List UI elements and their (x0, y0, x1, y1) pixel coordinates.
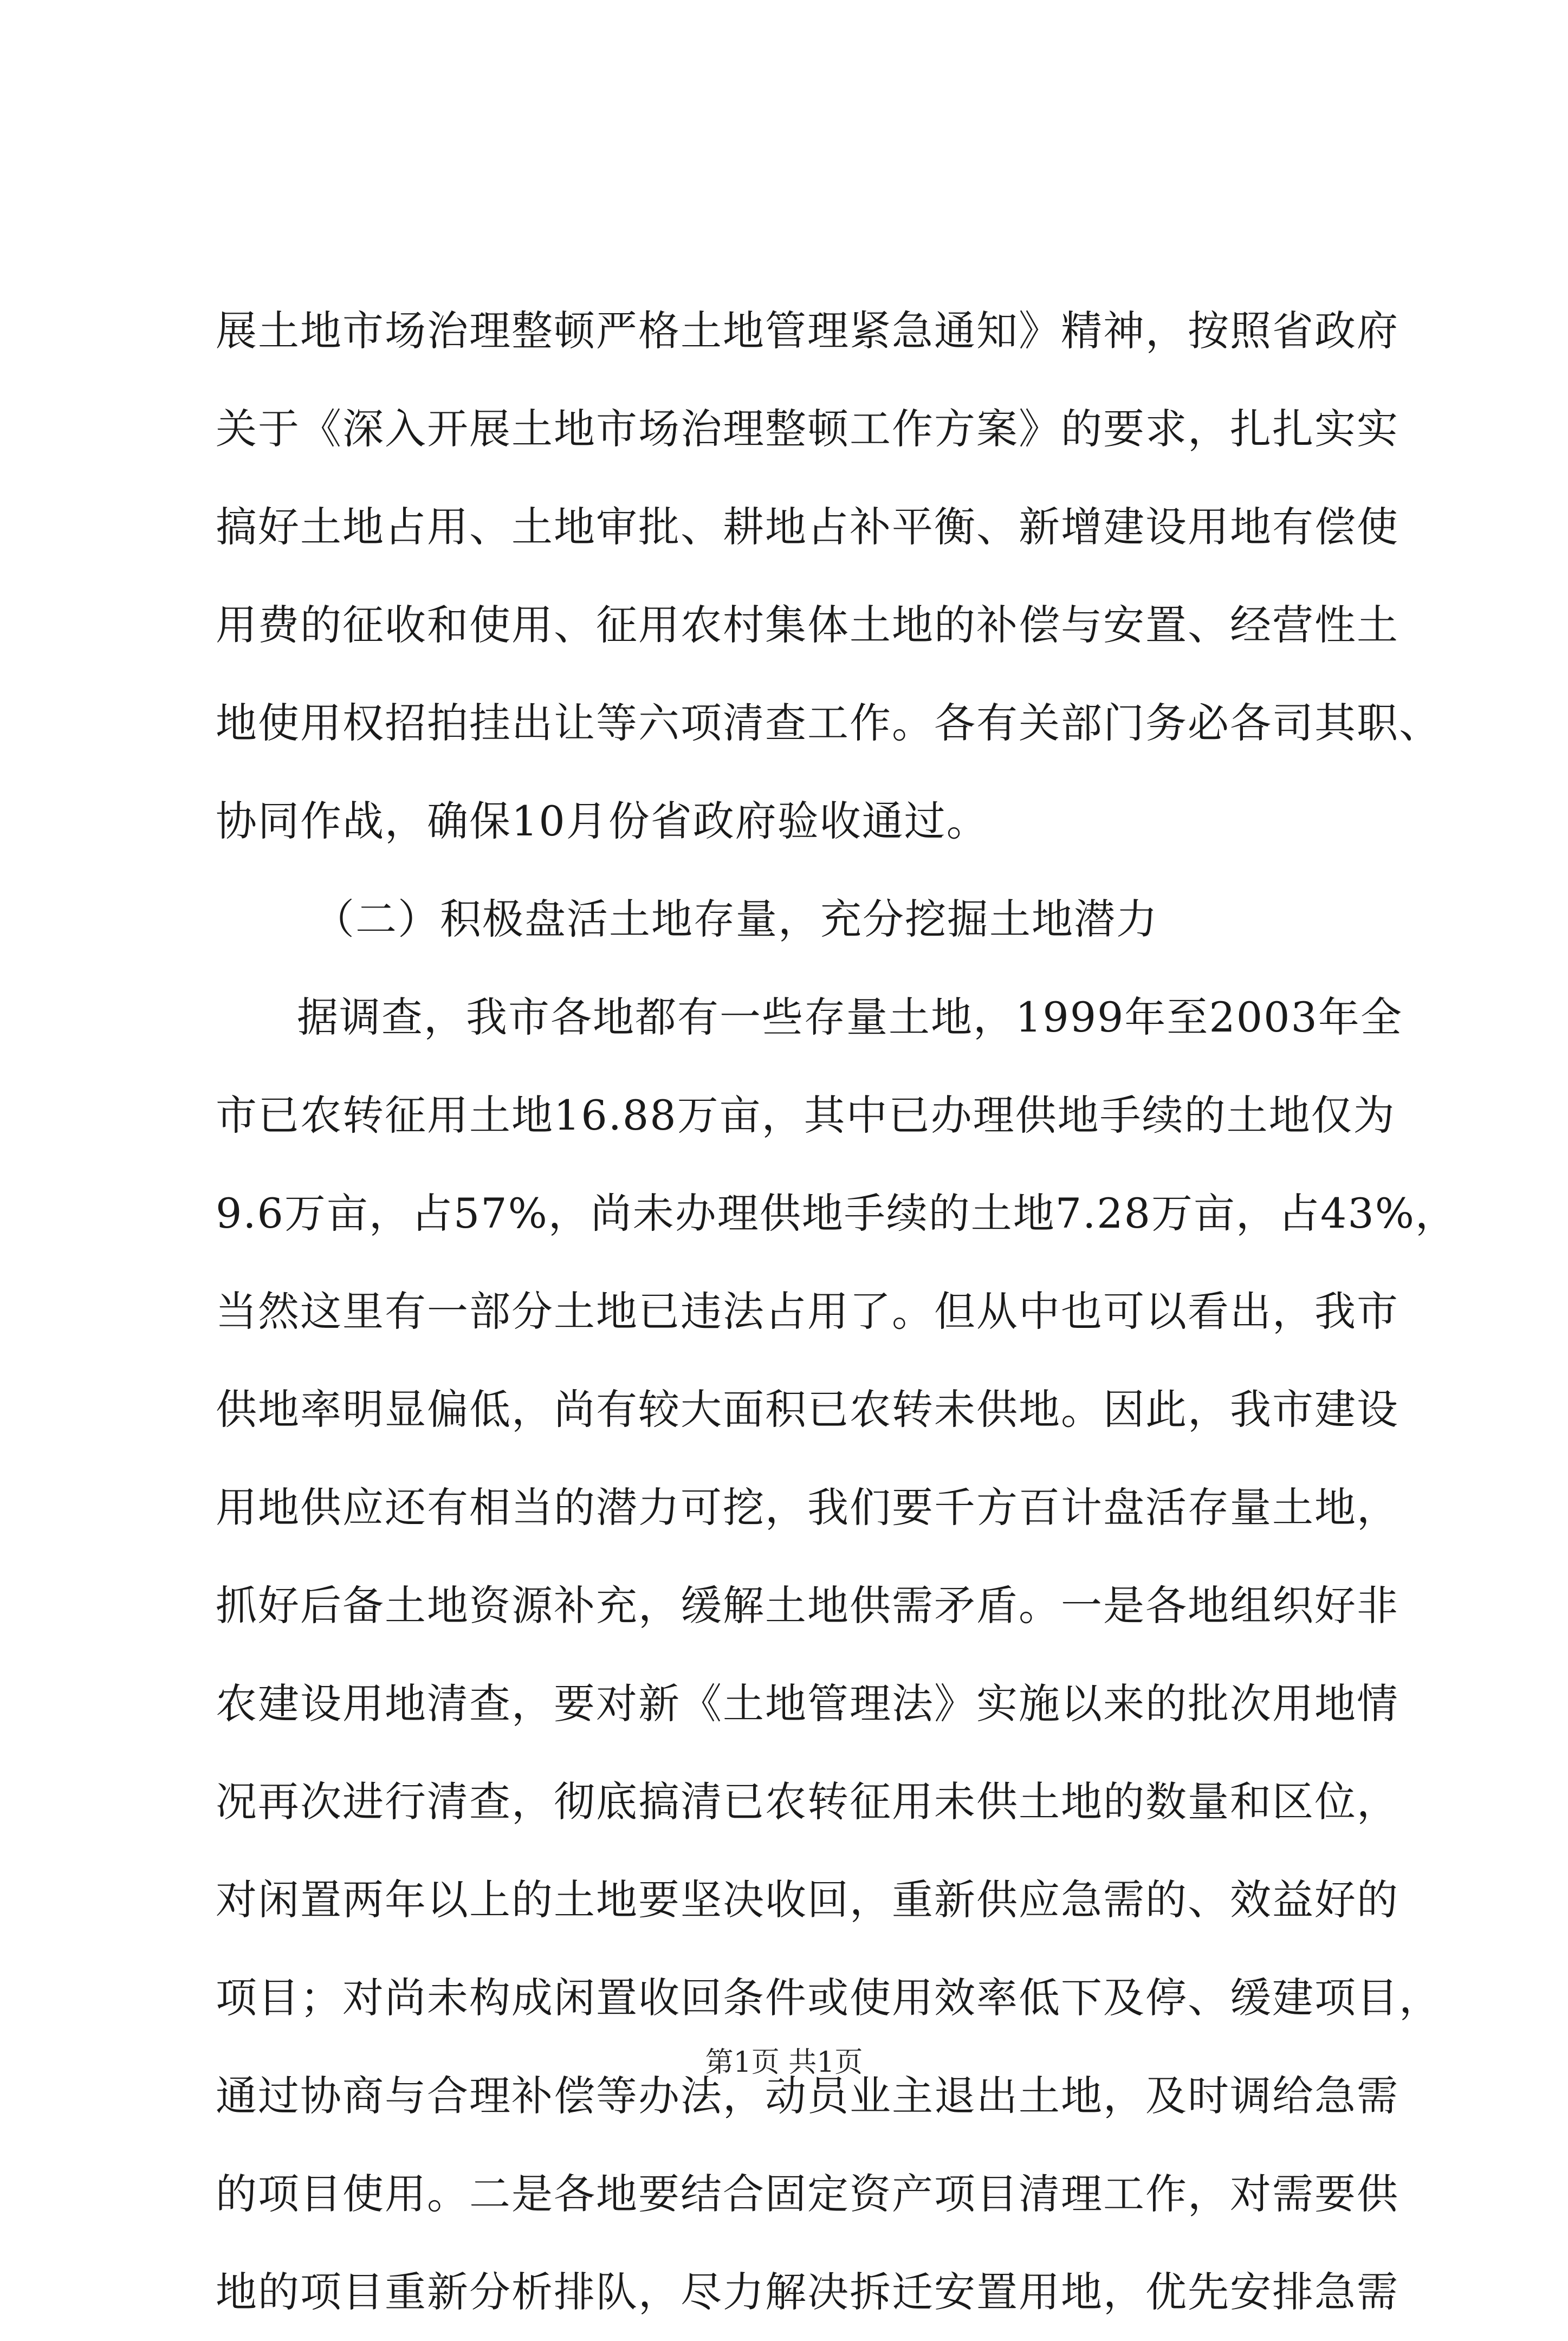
text-line: 用地供应还有相当的潜力可挖，我们要千方百计盘活存量土地， (216, 1483, 1399, 1532)
text-line: 对闲置两年以上的土地要坚决收回，重新供应急需的、效益好的 (216, 1876, 1399, 1924)
text-line: 9.6万亩，占57%，尚未办理供地手续的土地7.28万亩，占43%， (216, 1189, 1457, 1237)
text-line: 搞好土地占用、土地审批、耕地占补平衡、新增建设用地有偿使 (216, 503, 1399, 551)
text-line: 抓好后备土地资源补充，缓解土地供需矛盾。一是各地组织好非 (216, 1581, 1399, 1630)
text-line: 的项目使用。二是各地要结合固定资产项目清理工作，对需要供 (216, 2170, 1399, 2218)
text-line: 项目；对尚未构成闲置收回条件或使用效率低下及停、缓建项目， (216, 1974, 1441, 2022)
text-line: 地使用权招拍挂出让等六项清查工作。各有关部门务必各司其职、 (216, 699, 1441, 747)
text-line: 据调查，我市各地都有一些存量土地，1999年至2003年全 (297, 993, 1403, 1041)
section-heading: （二）积极盘活土地存量，充分挖掘土地潜力 (313, 895, 1158, 943)
text-line: 通过协商与合理补偿等办法，动员业主退出土地，及时调给急需 (216, 2072, 1399, 2120)
text-line: 协同作战，确保10月份省政府验收通过。 (216, 797, 989, 845)
page-number: 第1页 共1页 (705, 2046, 863, 2079)
text-line: 供地率明显偏低，尚有较大面积已农转未供地。因此，我市建设 (216, 1385, 1399, 1434)
page-footer (0, 2044, 1568, 2081)
body-text (216, 282, 1457, 2341)
text-line: 用费的征收和使用、征用农村集体土地的补偿与安置、经营性土 (216, 601, 1399, 649)
text-line: 况再次进行清查，彻底搞清已农转征用未供土地的数量和区位， (216, 1778, 1399, 1826)
text-line: 市已农转征用土地16.88万亩，其中已办理供地手续的土地仅为 (216, 1091, 1396, 1139)
text-line: 当然这里有一部分土地已违法占用了。但从中也可以看出，我市 (216, 1287, 1399, 1335)
text-line: 地的项目重新分析排队，尽力解决拆迁安置用地，优先安排急需 (216, 2268, 1399, 2316)
text-line: 农建设用地清查，要对新《土地管理法》实施以来的批次用地情 (216, 1679, 1399, 1728)
text-line: 关于《深入开展土地市场治理整顿工作方案》的要求，扎扎实实 (216, 405, 1399, 453)
text-line: 展土地市场治理整顿严格土地管理紧急通知》精神，按照省政府 (216, 307, 1399, 355)
